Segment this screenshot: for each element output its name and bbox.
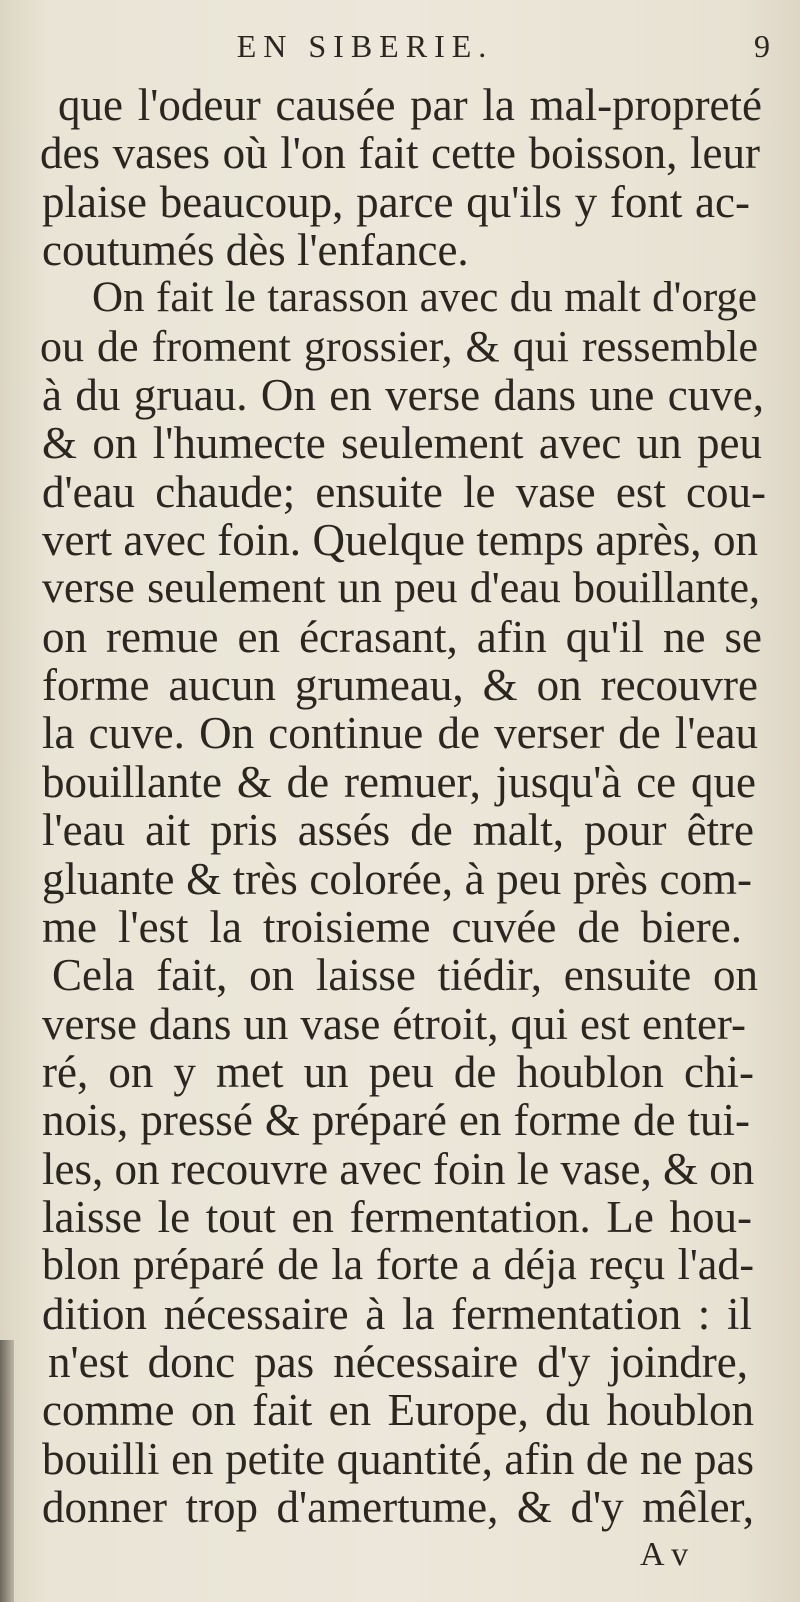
- text-line: me l'est la troisieme cuvée de biere.: [42, 902, 742, 952]
- text-line: bouillante & de remuer, jusqu'à ce que: [42, 757, 756, 807]
- running-title: EN SIBERIE.: [236, 28, 494, 64]
- text-line: ré, on y met un peu de houblon chi-: [42, 1047, 754, 1097]
- text-line: comme on fait en Europe, du houblon: [42, 1385, 754, 1435]
- text-line: donner trop d'amertume, & d'y mêler,: [42, 1482, 754, 1532]
- text-line: ou de froment grossier, & qui ressemble: [40, 322, 758, 371]
- text-line: que l'odeur causée par la mal-propreté: [58, 80, 762, 130]
- text-line: vert avec foin. Quelque temps après, on: [42, 515, 758, 565]
- text-line: n'est donc pas nécessaire d'y joindre,: [48, 1337, 748, 1387]
- text-line: nois, pressé & préparé en forme de tui-: [42, 1095, 750, 1145]
- text-line: d'eau chaude; ensuite le vase est cou-: [42, 467, 766, 517]
- text-line: verse seulement un peu d'eau bouillante,: [42, 563, 760, 612]
- text-line: On fait le tarasson avec du malt d'orge: [92, 274, 757, 321]
- text-line: Cela fait, on laisse tiédir, ensuite on: [52, 950, 758, 1000]
- text-line: gluante & très colorée, à peu près com-: [42, 854, 752, 904]
- catchword: A v: [640, 1536, 689, 1573]
- text-line: forme aucun grumeau, & on recouvre: [42, 660, 758, 710]
- text-line: laisse le tout en fermentation. Le hou-: [42, 1192, 752, 1242]
- text-line: la cuve. On continue de verser de l'eau: [42, 708, 758, 758]
- text-line: & on l'humecte seulement avec un peu: [42, 418, 762, 468]
- text-line: bouilli en petite quantité, afin de ne pas: [42, 1434, 754, 1484]
- text-line: à du gruau. On en verse dans une cuve,: [42, 370, 764, 420]
- text-line: plaise beaucoup, parce qu'ils y font ac-: [42, 177, 750, 227]
- text-line: des vases où l'on fait cette boisson, leur: [40, 128, 760, 178]
- text-line: verse dans un vase étroit, qui est enter-: [42, 999, 746, 1049]
- page-number: 9: [754, 28, 770, 64]
- text-line: coutumés dès l'enfance.: [42, 225, 469, 275]
- text-line: on remue en écrasant, afin qu'il ne se: [42, 612, 762, 662]
- text-line: dition nécessaire à la fermentation : il: [42, 1289, 752, 1339]
- text-line: l'eau ait pris assés de malt, pour être: [42, 805, 754, 855]
- text-line: les, on recouvre avec foin le vase, & on: [42, 1144, 755, 1194]
- text-line: blon préparé de la forte a déja reçu l'ad-: [42, 1240, 754, 1289]
